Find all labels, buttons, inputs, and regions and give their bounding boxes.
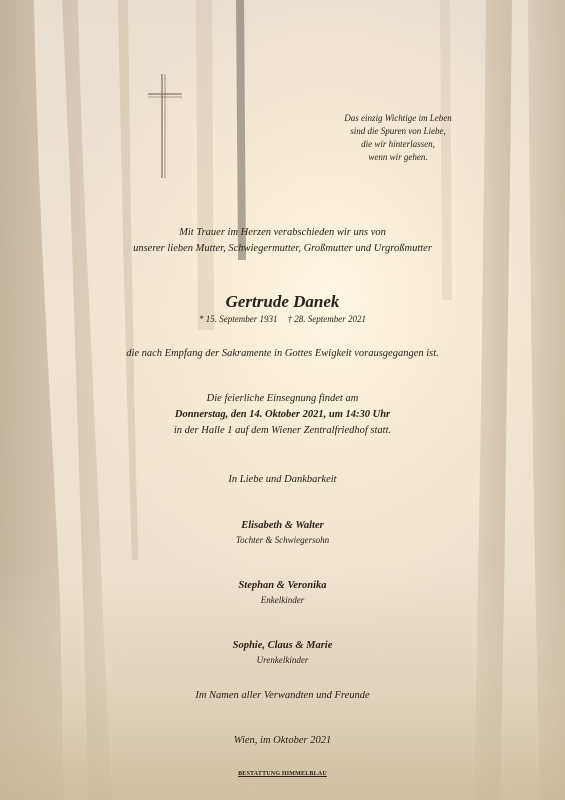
- quote-line: wenn wir gehen.: [368, 152, 428, 162]
- ceremony-location: in der Halle 1 auf dem Wiener Zentralfriedhof statt.: [173, 425, 392, 436]
- funeral-home-footer: BESTATTUNG HIMMELBLAU: [238, 771, 327, 777]
- family-line: Im Namen aller Verwandten und Freunde: [195, 690, 370, 701]
- ceremony-date: Donnerstag, den 14. Oktober 2021, um 14:30 Uhr: [174, 409, 391, 420]
- birth-date: * 15. September 1931: [199, 314, 278, 324]
- ceremony-block: [0, 391, 565, 439]
- mourner-group: [0, 638, 565, 667]
- mourner-relation: Enkelkinder: [260, 595, 305, 605]
- death-date: † 28. September 2021: [287, 314, 366, 324]
- intro-text: [0, 225, 565, 257]
- memorial-quote: [318, 112, 478, 164]
- mourner-relation: Urenkelkinder: [256, 655, 309, 665]
- cross-icon: [146, 72, 186, 180]
- place-date: Wien, im Oktober 2021: [233, 735, 332, 746]
- mourner-relation: Tochter & Schwiegersohn: [235, 535, 330, 545]
- mourner-names: Sophie, Claus & Marie: [232, 640, 333, 651]
- life-dates: [0, 313, 565, 326]
- mourner-group: [0, 578, 565, 607]
- deceased-block: [0, 291, 565, 326]
- passing-text: die nach Empfang der Sakramente in Gottes Ewigkeit vorausgegangen ist.: [126, 348, 439, 359]
- quote-line: sind die Spuren von Liebe,: [350, 126, 446, 136]
- mourner-names: Stephan & Veronika: [238, 580, 327, 591]
- intro-line-2: unserer lieben Mutter, Schwiegermutter, Großmutter und Urgroßmutter: [133, 243, 432, 254]
- ceremony-line-1: Die feierliche Einsegnung findet am: [206, 393, 359, 404]
- quote-line: die wir hinterlassen,: [361, 139, 435, 149]
- deceased-name: Gertrude Danek: [225, 292, 340, 311]
- quote-line: Das einzig Wichtige im Leben: [344, 113, 452, 123]
- mourner-names: Elisabeth & Walter: [241, 520, 324, 531]
- intro-line-1: Mit Trauer im Herzen verabschieden wir uns von: [179, 227, 386, 238]
- mourner-group: [0, 518, 565, 547]
- closing-text: In Liebe und Dankbarkeit: [228, 474, 337, 485]
